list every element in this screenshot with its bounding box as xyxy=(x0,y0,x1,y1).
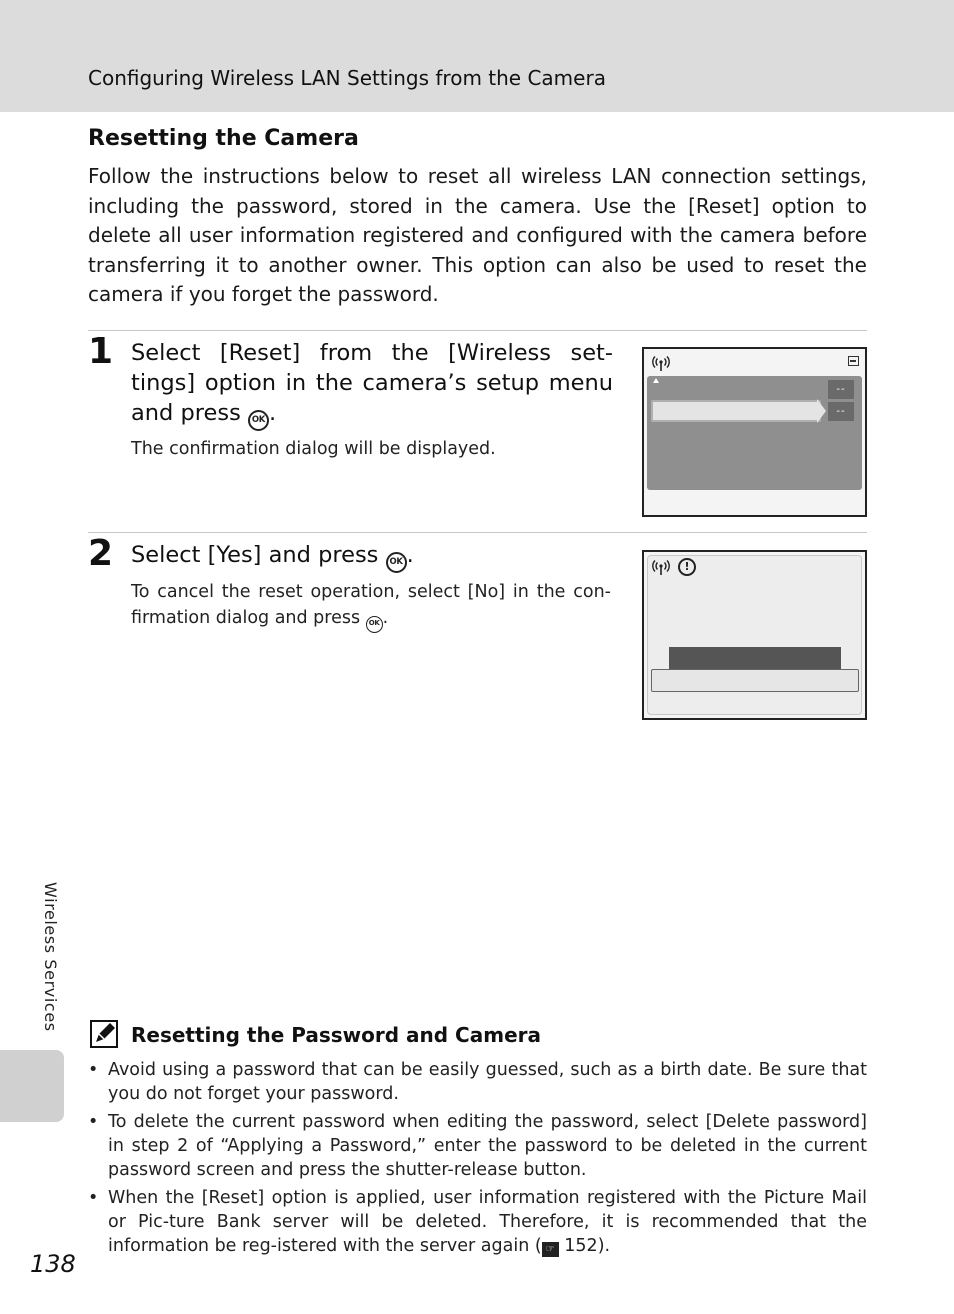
highlighted-menu-item xyxy=(651,400,821,422)
page-reference-number: 152 xyxy=(564,1236,598,1256)
menu-value: -- xyxy=(828,380,854,399)
section-thumb-tab xyxy=(0,1050,64,1122)
step-1-number: 1 xyxy=(88,331,114,372)
step-1-divider xyxy=(88,330,867,331)
step-2-description xyxy=(131,579,611,633)
page-number: 138 xyxy=(30,1250,76,1278)
note-bullet-list xyxy=(88,1058,867,1262)
ok-button-icon: OK xyxy=(386,552,407,573)
wireless-icon xyxy=(652,560,670,576)
note-bullet: • Avoid using a password that can be easily guessed, such as a birth date. Be sure that you do not forget your password. xyxy=(88,1058,867,1106)
wireless-icon xyxy=(652,356,670,372)
step-2-title-text: Select [Yes] and press xyxy=(131,542,386,568)
side-label-text: Wireless Services xyxy=(41,882,60,1032)
menu-value: -- xyxy=(828,402,854,421)
step-2-number: 2 xyxy=(88,533,114,574)
section-title: Resetting the Camera xyxy=(88,126,359,151)
header-band xyxy=(0,0,954,112)
step-2-title xyxy=(131,540,613,573)
note-bullet-end: ). xyxy=(597,1236,611,1256)
memory-icon xyxy=(848,356,859,366)
note-bullet xyxy=(88,1186,867,1258)
step-1-description: The confirmation dialog will be displayed. xyxy=(131,439,496,459)
step-1-title-text: Select [Reset] from the [Wireless set-tings] option in the camera’s setup menu and press xyxy=(131,340,613,426)
confirmation-dialog-screen xyxy=(642,550,867,720)
dialog-option-bar xyxy=(669,647,841,669)
step-2-description-text: To cancel the reset operation, select [No] in the con-firmation dialog and press xyxy=(131,582,611,628)
section-side-label xyxy=(38,882,62,1042)
ok-button-icon: OK xyxy=(366,616,383,633)
warning-icon: ! xyxy=(678,558,696,576)
note-bullet-text: When the [Reset] option is applied, user information registered with the Picture Mail or Pic-ture Bank server will be deleted. Therefore, it is recommended that the information be reg-istered with the server again ( xyxy=(108,1188,867,1256)
page-reference-icon: ☞ xyxy=(542,1242,559,1257)
running-header: Configuring Wireless LAN Settings from the Camera xyxy=(88,66,606,90)
step-2-description-end: . xyxy=(382,608,389,628)
scroll-up-icon xyxy=(653,378,659,383)
note-bullet: • To delete the current password when editing the password, select [Delete password] in step 2 of “Applying a Password,” enter the password to be deleted in the current password screen and press the shutter-release button. xyxy=(88,1110,867,1182)
selection-arrow-icon xyxy=(817,399,826,423)
note-pencil-icon xyxy=(90,1020,118,1048)
step-1-title-end: . xyxy=(268,400,277,426)
step-1-title xyxy=(131,338,613,431)
step-2-divider xyxy=(88,532,867,533)
intro-paragraph: Follow the instructions below to reset all wireless LAN connection settings, including the password, stored in the camera. Use the [Reset] option to delete all user information registered and configured with the camera before transferring it to another owner. This option can also be used to reset the camera if you forget the password. xyxy=(88,164,867,306)
step-2-title-end: . xyxy=(406,542,414,568)
note-title: Resetting the Password and Camera xyxy=(131,1023,541,1047)
setup-menu-screen xyxy=(642,347,867,517)
dialog-selected-option xyxy=(651,669,859,692)
ok-button-icon: OK xyxy=(248,410,269,431)
